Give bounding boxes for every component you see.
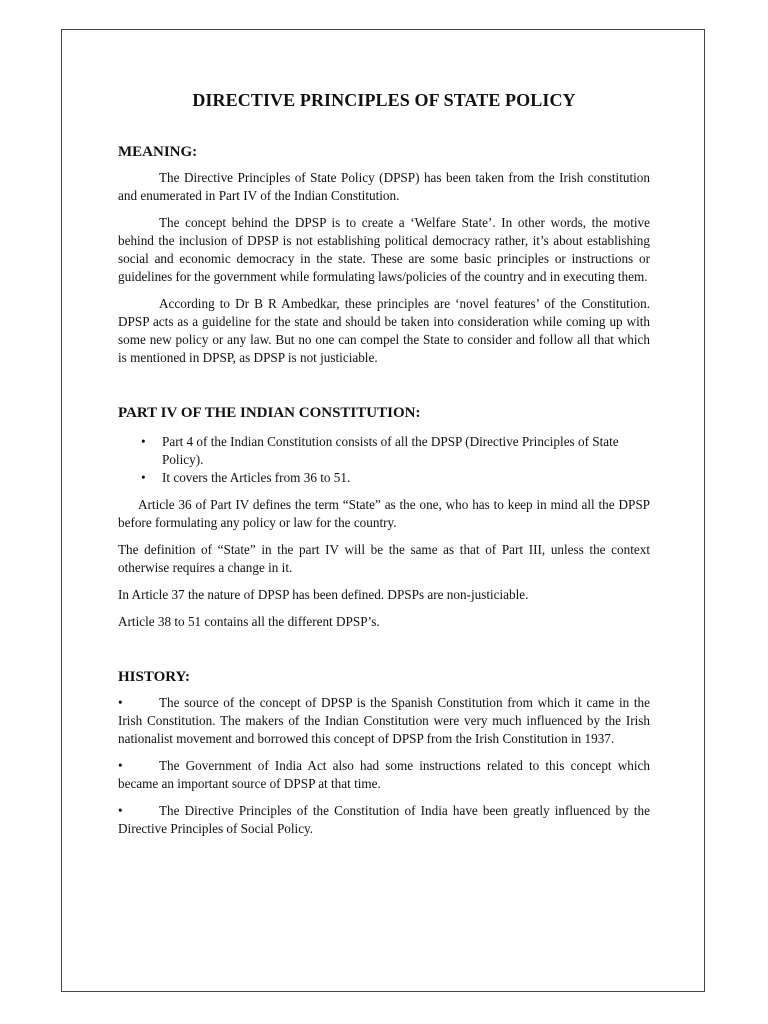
history-item-2 [118, 757, 650, 793]
bullet-icon: • [118, 695, 123, 710]
list-item-text: It covers the Articles from 36 to 51. [162, 470, 351, 485]
history-item-3 [118, 802, 650, 838]
part-iv-heading: PART IV OF THE INDIAN CONSTITUTION: [118, 405, 421, 421]
list-item [118, 433, 650, 469]
part-iv-paragraph-4: Article 38 to 51 contains all the different DPSP’s. [118, 614, 380, 629]
bullet-icon: • [141, 470, 146, 485]
meaning-paragraph-2: The concept behind the DPSP is to create a ‘Welfare State’. In other words, the motive behind the inclusion of DPSP is not establishing political democracy rather, it’s about establishing social and economic democracy in the state. These are some basic principles or instructions or guidelines for the government while formulating laws/policies of the country and in executing them. [118, 215, 650, 284]
bullet-icon: • [141, 434, 146, 449]
list-item [118, 469, 650, 487]
document-content [118, 88, 650, 838]
part-iv-bullet-list [118, 433, 650, 487]
document-page [61, 29, 705, 992]
history-item-text: The source of the concept of DPSP is the Spanish Constitution from which it came in the Irish Constitution. The makers of the Indian Constitution were very much influenced by the Irish nationalist movement and borrowed this concept of DPSP from the Irish Constitution in 1937. [118, 695, 650, 746]
bullet-icon: • [118, 803, 123, 818]
history-item-text: The Directive Principles of the Constitution of India have been greatly influenced by the Directive Principles of Social Policy. [118, 803, 650, 836]
meaning-heading: MEANING: [118, 144, 198, 160]
meaning-paragraph-3: According to Dr B R Ambedkar, these principles are ‘novel features’ of the Constitution. DPSP acts as a guideline for the state and should be taken into consideration while coming up with some new policy or any law. But no one can compel the State to consider and follow all that which is mentioned in DPSP, as DPSP is not justiciable. [118, 296, 650, 365]
bullet-icon: • [118, 758, 123, 773]
list-item-text: Part 4 of the Indian Constitution consists of all the DPSP (Directive Principles of State Policy). [162, 434, 619, 467]
part-iv-paragraph-3: In Article 37 the nature of DPSP has been defined. DPSPs are non-justiciable. [118, 587, 529, 602]
history-heading: HISTORY: [118, 669, 191, 685]
document-title: DIRECTIVE PRINCIPLES OF STATE POLICY [192, 90, 576, 110]
part-iv-paragraph-2: The definition of “State” in the part IV will be the same as that of Part III, unless the context otherwise requires a change in it. [118, 542, 650, 575]
meaning-paragraph-1: The Directive Principles of State Policy (DPSP) has been taken from the Irish constitution and enumerated in Part IV of the Indian Constitution. [118, 170, 650, 203]
part-iv-paragraph-1: Article 36 of Part IV defines the term “State” as the one, who has to keep in mind all the DPSP before formulating any policy or law for the country. [118, 497, 650, 530]
history-item-1 [118, 694, 650, 748]
history-item-text: The Government of India Act also had some instructions related to this concept which became an important source of DPSP at that time. [118, 758, 650, 791]
